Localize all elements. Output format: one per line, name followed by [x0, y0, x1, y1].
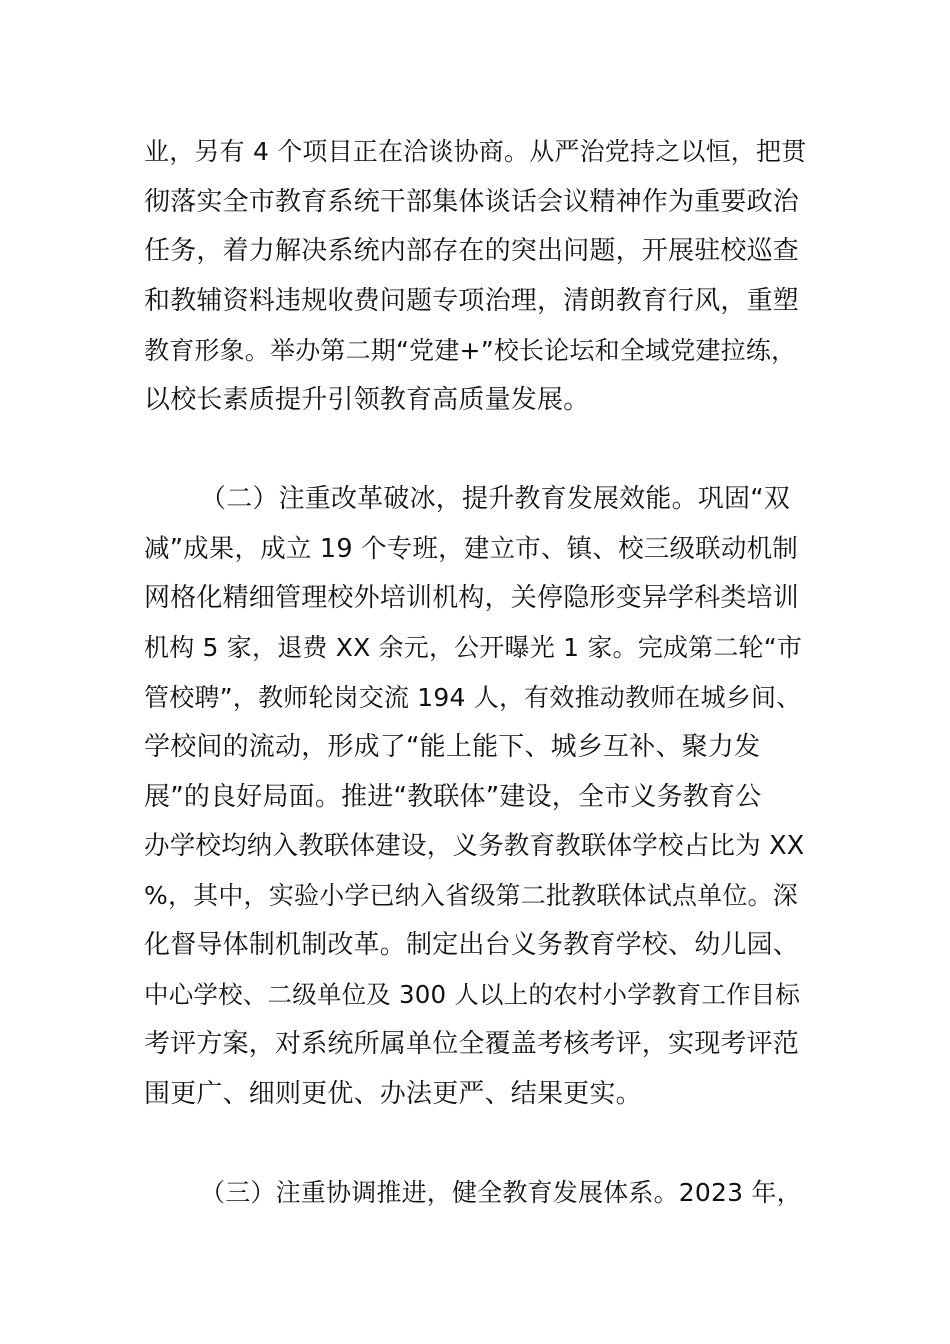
section-heading-line: （三）注重协调推进，健全教育发展体系。2023 年，	[200, 1178, 802, 1207]
text-line: 教育形象。举办第二期“党建+”校长论坛和全域党建拉练，	[144, 336, 797, 365]
text-line: 管校聘”，教师轮岗交流 194 人，有效推动教师在城乡间、	[144, 683, 802, 712]
text-line: 以校长素质提升引领教育高质量发展。	[144, 385, 590, 415]
text-line: 中心学校、二级单位及 300 人以上的农村小学教育工作目标	[144, 980, 801, 1009]
text-line: 业，另有 4 个项目正在洽谈协商。从严治党持之以恒，把贯	[144, 137, 807, 166]
text-line: 围更广、细则更优、办法更严、结果更实。	[144, 1079, 642, 1109]
text-line: 办学校均纳入教联体建设，义务教育教联体学校占比为 XX	[144, 831, 805, 861]
text-line: 机构 5 家，退费 XX 余元，公开曝光 1 家。完成第二轮“市	[144, 633, 803, 662]
section-heading-line: （二）注重改革破冰，提升教育发展效能。巩固“双	[200, 484, 791, 514]
text-line: 减”成果，成立 19 个专班，建立市、镇、校三级联动机制	[144, 534, 798, 564]
text-line: 彻落实全市教育系统干部集体谈话会议精神作为重要政治	[144, 187, 800, 217]
text-line: 考评方案，对系统所属单位全覆盖考核考评，实现考评范	[144, 1029, 800, 1059]
text-line: %，其中，实验小学已纳入省级第二批教联体试点单位。深	[144, 881, 798, 910]
text-line: 学校间的流动，形成了“能上能下、城乡互补、聚力发	[144, 732, 761, 762]
text-line: 展”的良好局面。推进“教联体”建设，全市义务教育公	[144, 782, 762, 812]
text-line: 任务，着力解决系统内部存在的突出问题，开展驻校巡查	[144, 236, 800, 266]
text-line: 化督导体制机制改革。制定出台义务教育学校、幼儿园、	[144, 930, 800, 960]
text-line: 网格化精细管理校外培训机构，关停隐形变异学科类培训	[144, 583, 800, 613]
text-line: 和教辅资料违规收费问题专项治理，清朗教育行风，重塑	[144, 286, 800, 316]
